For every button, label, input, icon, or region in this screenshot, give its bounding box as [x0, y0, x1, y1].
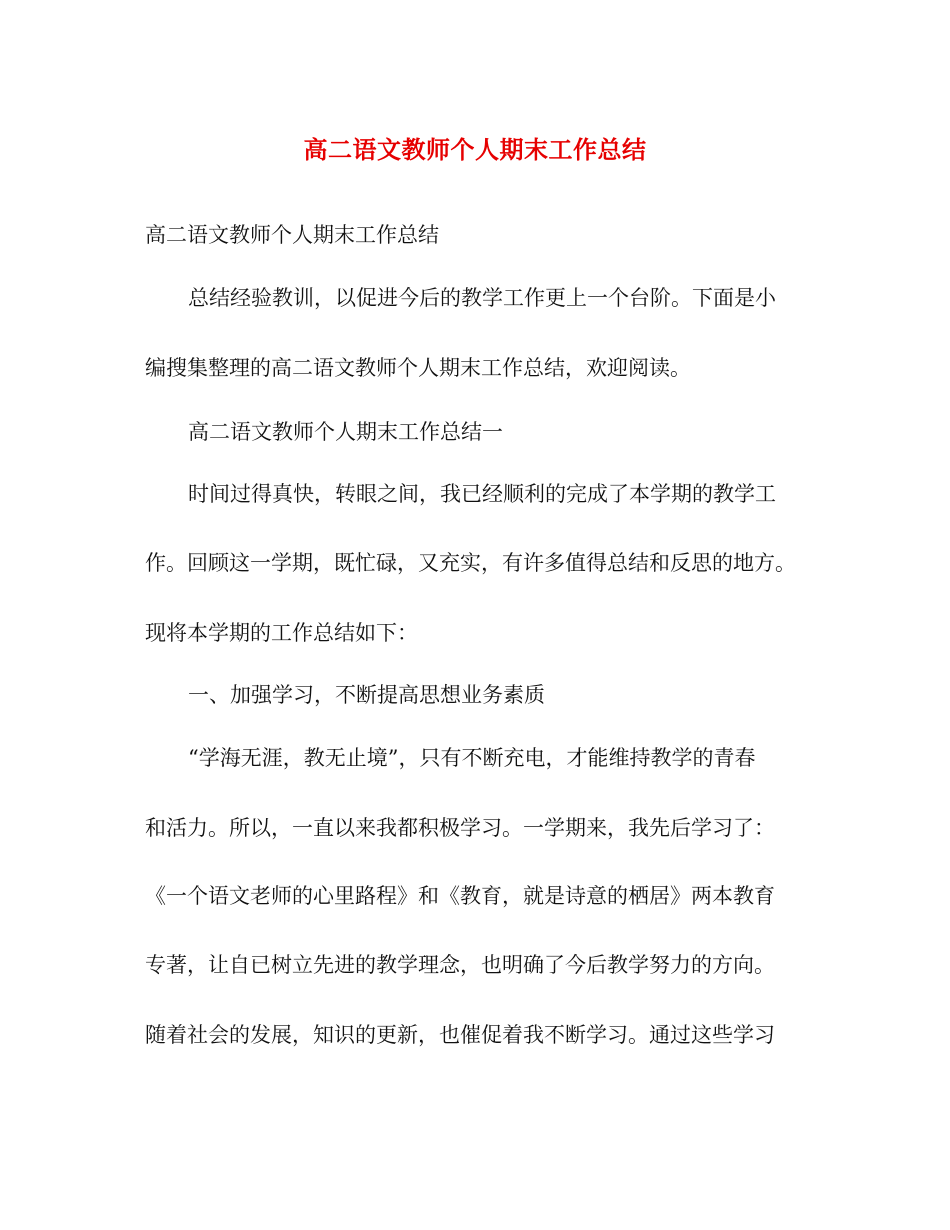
doc-line-intro-1: 总结经验教训，以促进今后的教学工作更上一个台阶。下面是小 — [188, 286, 776, 310]
doc-line-para2-2: 和活力。所以，一直以来我都积极学习。一学期来，我先后学习了： — [145, 816, 775, 840]
doc-line-section-heading: 高二语文教师个人期末工作总结一 — [188, 420, 503, 444]
doc-line-para2-1: “学海无涯，教无止境”，只有不断充电，才能维持教学的青春 — [188, 746, 756, 770]
doc-line-para2-5: 随着社会的发展，知识的更新，也催促着我不断学习。通过这些学习 — [145, 1023, 775, 1047]
doc-line-subheading-1: 一、加强学习，不断提高思想业务素质 — [188, 683, 545, 707]
doc-line-para1-1: 时间过得真快，转眼之间，我已经顺利的完成了本学期的教学工 — [188, 482, 776, 506]
doc-line-intro-2: 编搜集整理的高二语文教师个人期末工作总结，欢迎阅读。 — [145, 356, 691, 380]
doc-line-para2-4: 专著，让自已树立先进的教学理念，也明确了今后教学努力的方向。 — [145, 953, 775, 977]
doc-line-para2-3: 《一个语文老师的心里路程》和《教育，就是诗意的栖居》两本教育 — [145, 884, 775, 908]
doc-line-para1-2: 作。回顾这一学期，既忙碌，又充实，有许多值得总结和反思的地方。 — [145, 551, 796, 575]
document-title: 高二语文教师个人期末工作总结 — [303, 135, 647, 164]
doc-line-subtitle: 高二语文教师个人期末工作总结 — [145, 223, 439, 247]
doc-line-para1-3: 现将本学期的工作总结如下： — [145, 621, 418, 645]
